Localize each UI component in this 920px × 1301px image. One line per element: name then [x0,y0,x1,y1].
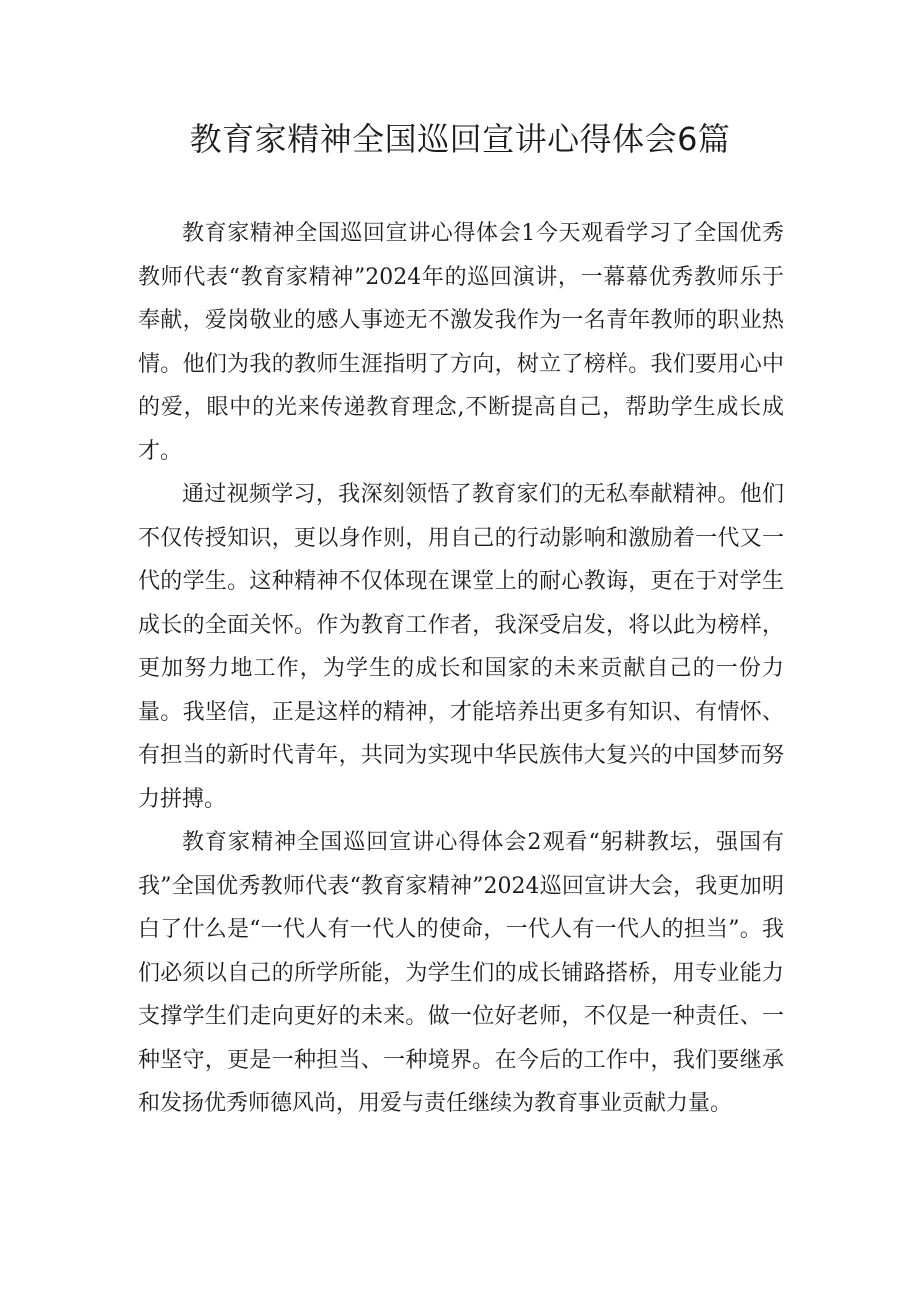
paragraph-3: 教育家精神全国巡回宣讲心得体会2观看“躬耕教坛，强国有我”全国优秀教师代表“教育家精神”2024巡回宣讲大会，我更加明白了什么是“一代人有一代人的使命，一代人有一代人的担当”。我们必须以自己的所学所能，为学生们的成长铺路搭桥，用专业能力支撑学生们走向更好的未来。做一位好老师，不仅是一种责任、一种坚守，更是一种担当、一种境界。在今后的工作中，我们要继承和发扬优秀师德风尚，用爱与责任继续为教育事业贡献力量。 [138,830,784,1116]
paragraph-2: 通过视频学习，我深刻领悟了教育家们的无私奉献精神。他们不仅传授知识，更以身作则，用自己的行动影响和激励着一代又一代的学生。这种精神不仅体现在课堂上的耐心教诲，更在于对学生成长的全面关怀。作为教育工作者，我深受启发，将以此为榜样，更加努力地工作，为学生的成长和国家的未来贡献自己的一份力量。我坚信，正是这样的精神，才能培养出更多有知识、有情怀、有担当的新时代青年，共同为实现中华民族伟大复兴的中国梦而努力拼搏。 [138,482,784,812]
paragraph-1: 教育家精神全国巡回宣讲心得体会1今天观看学习了全国优秀教师代表“教育家精神”2024年的巡回演讲，一幕幕优秀教师乐于奉献，爱岗敬业的感人事迹无不激发我作为一名青年教师的职业热情。他们为我的教师生涯指明了方向，树立了榜样。我们要用心中的爱，眼中的光来传递教育理念,不断提高自己，帮助学生成长成才。 [138,221,784,464]
document-body [138,212,784,1126]
document-title: 教育家精神全国巡回宣讲心得体会6篇 [189,120,731,158]
